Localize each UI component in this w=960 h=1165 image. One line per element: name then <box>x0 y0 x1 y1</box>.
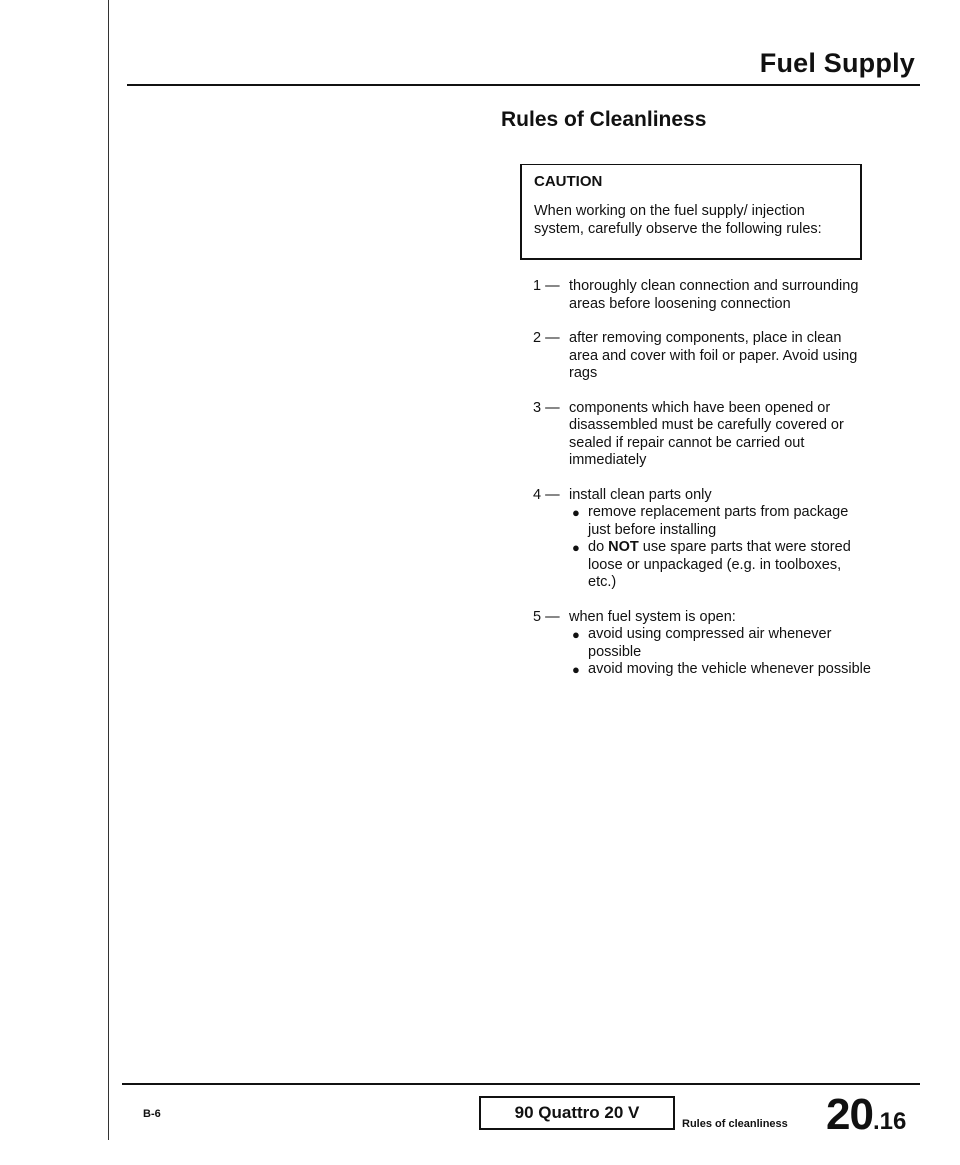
rule-text: install clean parts only <box>569 486 712 503</box>
binding-edge-line <box>108 0 109 1140</box>
model-label-box: 90 Quattro 20 V <box>479 1096 675 1130</box>
rule-number: 2 — <box>533 330 560 346</box>
bullet-text: remove replacement parts from package just before installing <box>588 504 849 538</box>
rule-item <box>533 330 873 383</box>
bullet-text: avoid using compressed air whenever possible <box>588 626 832 660</box>
rule-bullet <box>569 661 873 679</box>
rule-bullet <box>569 504 873 539</box>
bullet-text: do NOT use spare parts that were stored loose or unpackaged (e.g. in toolboxes, etc.) <box>588 539 851 590</box>
rule-text: when fuel system is open: <box>569 608 736 625</box>
emphasis-not: NOT <box>608 539 639 555</box>
rule-item <box>533 400 873 470</box>
rule-number: 4 — <box>533 486 560 503</box>
bullet-dot-icon: ● <box>572 505 580 520</box>
rule-item <box>533 278 873 313</box>
rule-bullet <box>569 539 873 592</box>
rule-item <box>533 487 873 592</box>
bullet-dot-icon: ● <box>572 627 580 642</box>
rule-text: thoroughly clean connection and surrounding areas before loosening connection <box>569 278 859 312</box>
bullet-text: avoid moving the vehicle whenever possible <box>588 661 871 677</box>
page-reference: B-6 <box>143 1108 161 1120</box>
bullet-dot-icon: ● <box>572 540 580 555</box>
caution-text: When working on the fuel supply/ injection system, carefully observe the following rules: <box>534 203 822 237</box>
caution-heading: CAUTION <box>534 173 603 190</box>
footer-divider <box>122 1083 920 1085</box>
rule-text: after removing components, place in clean area and cover with foil or paper. Avoid using rags <box>569 330 858 381</box>
bullet-dot-icon: ● <box>572 662 580 677</box>
repair-group-major: 20 <box>826 1090 873 1139</box>
repair-group-minor: .16 <box>872 1108 907 1135</box>
header-divider <box>127 84 920 86</box>
footer-section-label: Rules of cleanliness <box>682 1118 788 1130</box>
rule-item <box>533 609 873 679</box>
rule-number: 5 — <box>533 608 560 625</box>
rule-number: 3 — <box>533 399 560 416</box>
repair-group-number <box>826 1090 906 1140</box>
rule-text: components which have been opened or disassembled must be carefully covered or sealed if repair cannot be carried out immediately <box>569 399 844 468</box>
page-header-title: Fuel Supply <box>759 48 915 78</box>
rules-list <box>533 278 873 696</box>
rule-bullet <box>569 626 873 661</box>
section-title: Rules of Cleanliness <box>501 108 707 131</box>
caution-box <box>520 164 862 260</box>
rule-number: 1 — <box>533 278 560 294</box>
